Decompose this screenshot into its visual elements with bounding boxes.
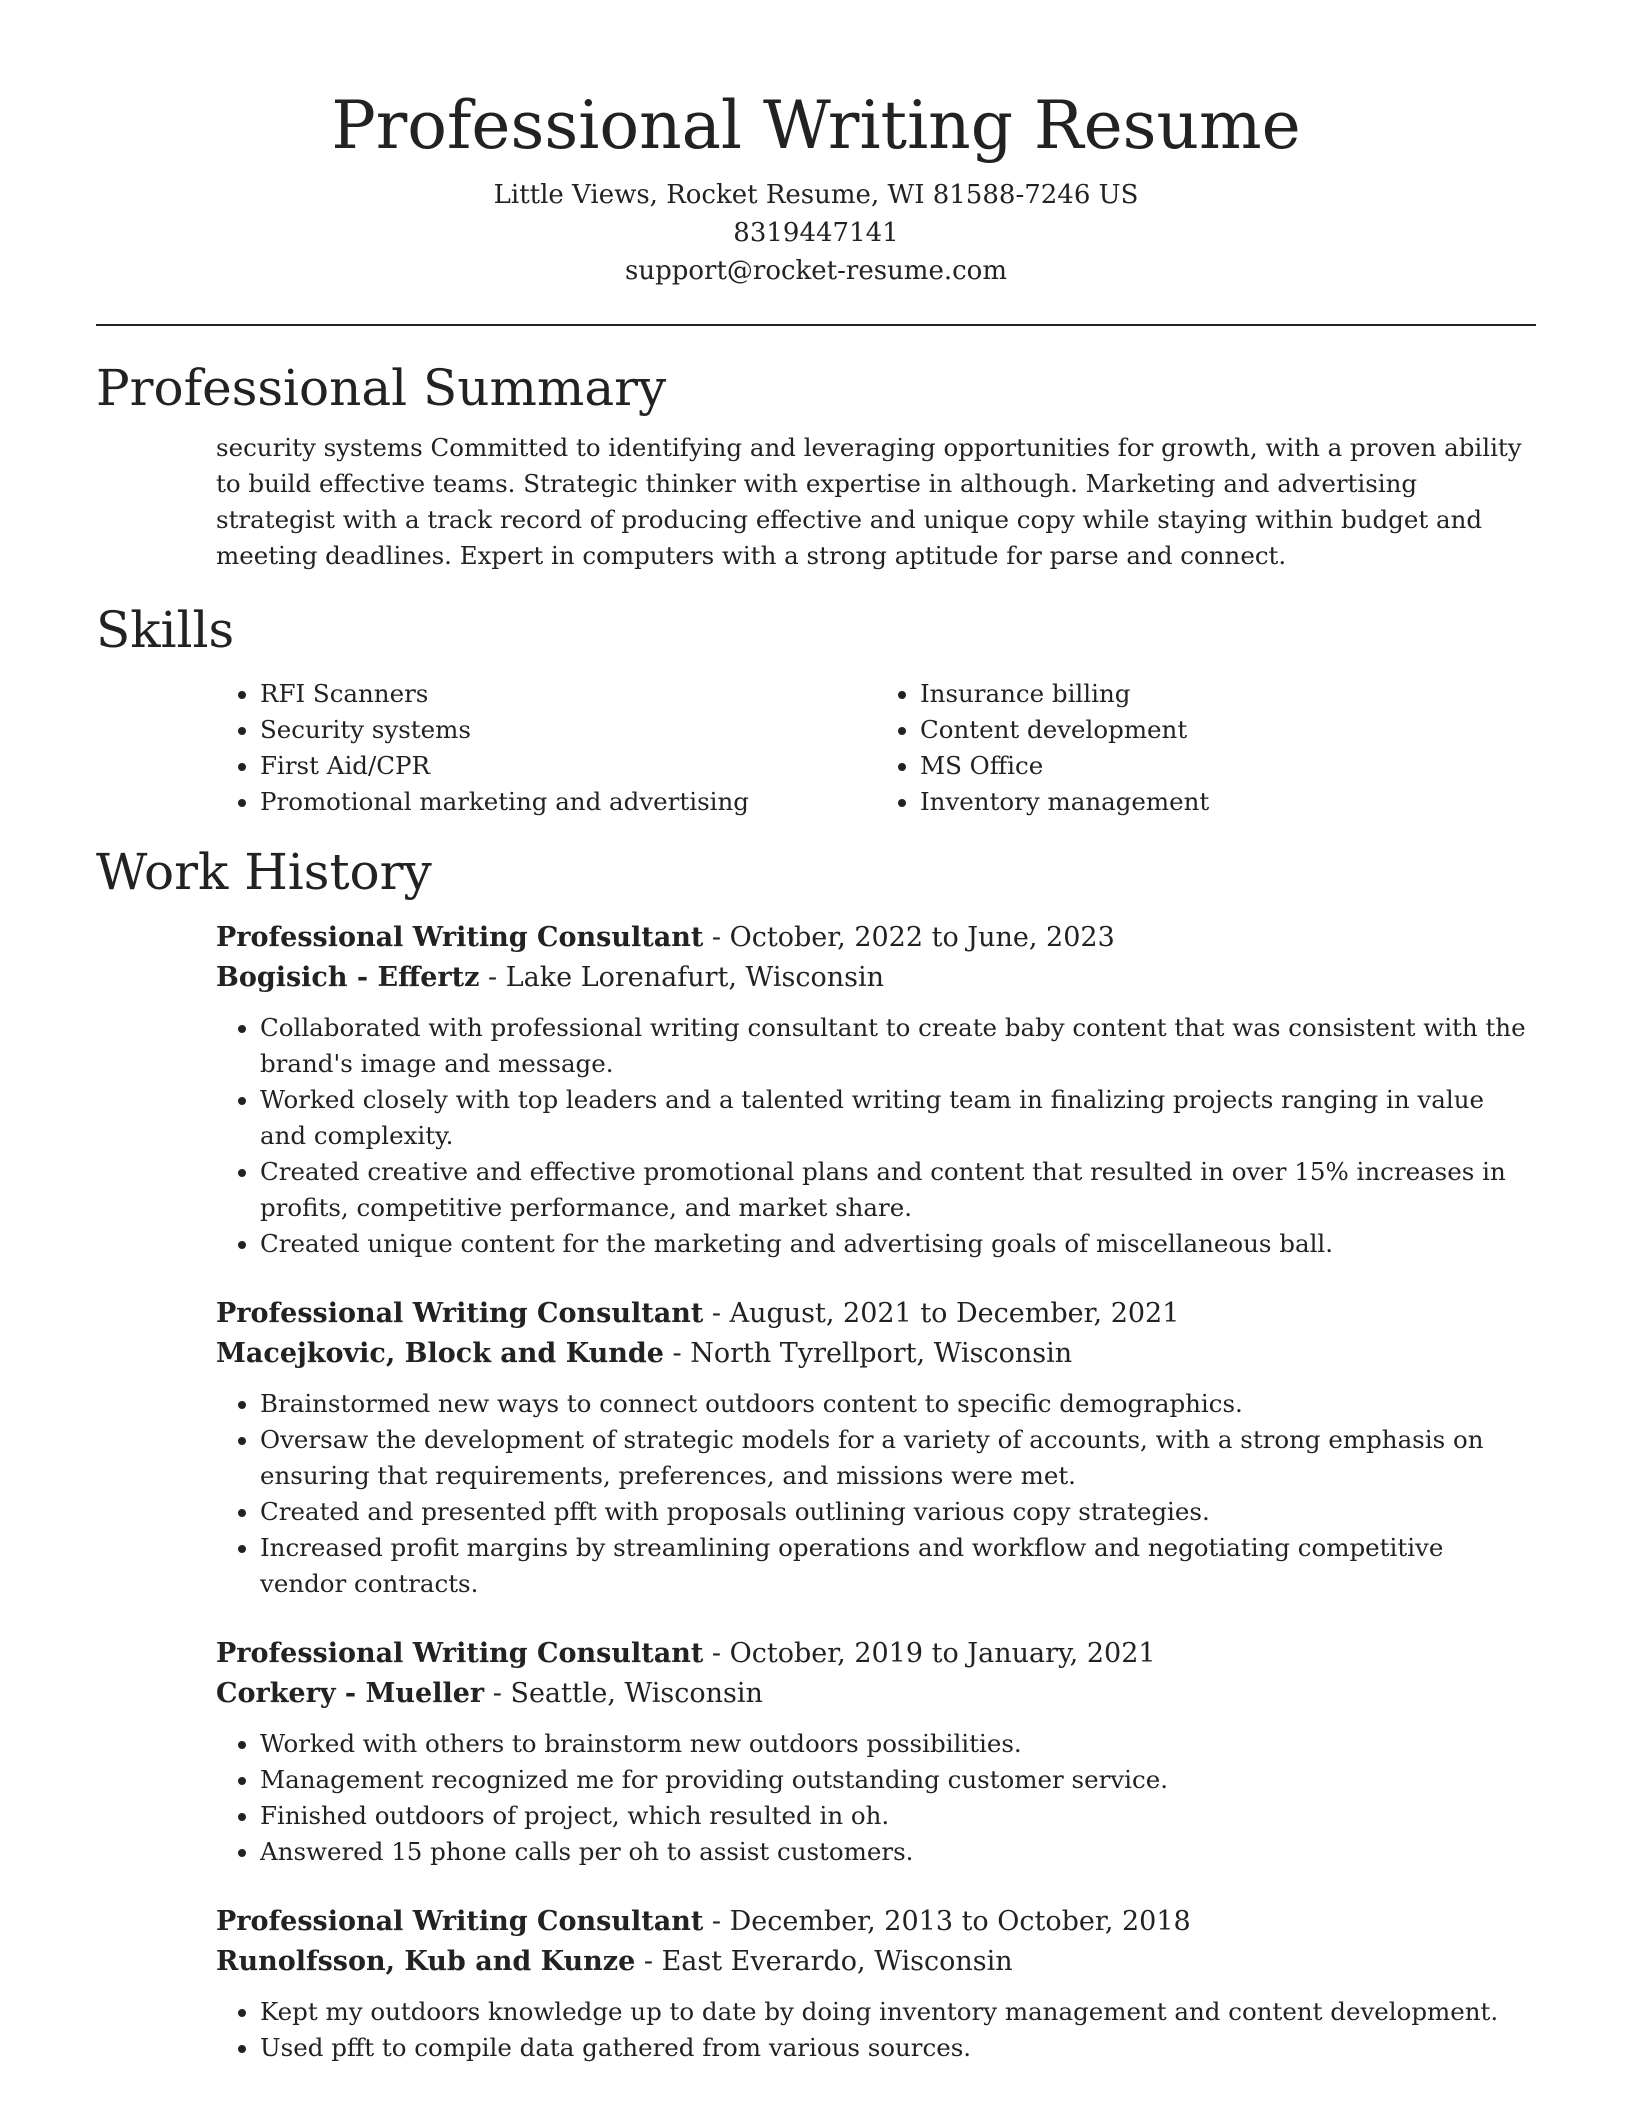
job-title-line: [216, 1294, 1536, 1334]
skill-item: • First Aid/CPR: [260, 748, 876, 784]
job-bullets: [216, 1994, 1536, 2066]
job-company-line: [216, 1942, 1536, 1982]
job-bullets: [216, 1010, 1536, 1262]
job-company-line: [216, 958, 1536, 998]
work-history-heading: Work History: [96, 843, 432, 901]
job-title-line: [216, 918, 1536, 958]
contact-phone: 8319447141: [733, 218, 899, 248]
skill-item: • Insurance billing: [920, 676, 1536, 712]
job-bullets: [216, 1386, 1536, 1602]
job-title-line: [216, 1634, 1536, 1674]
job-bullet: • Created creative and effective promotional plans and content that resulted in over 15% increases in profits, competitive performance, and market share.: [260, 1154, 1536, 1226]
separator: -: [663, 1338, 691, 1369]
skill-item: • MS Office: [920, 748, 1536, 784]
job-location: Lake Lorenafurt, Wisconsin: [505, 962, 884, 993]
summary-heading: Professional Summary: [96, 359, 667, 417]
skill-item: • Promotional marketing and advertising: [260, 784, 876, 820]
job-company: Bogisich - Effertz: [216, 962, 480, 993]
job-title: Professional Writing Consultant: [216, 1638, 704, 1669]
header-divider: [96, 324, 1536, 326]
job-company: Corkery - Mueller: [216, 1678, 485, 1709]
job-company-line: [216, 1334, 1536, 1374]
job-company: Macejkovic, Block and Kunde: [216, 1338, 664, 1369]
job-dates: October, 2019 to January, 2021: [729, 1638, 1156, 1669]
job-location: North Tyrellport, Wisconsin: [690, 1338, 1073, 1369]
skills-column-right: [876, 676, 1536, 820]
separator: -: [484, 1678, 511, 1709]
summary-text: security systems Committed to identifying and leveraging opportunities for growth, with a proven ability to build effective teams. Strategic thinker with expertise in although. Marketing and advertising strategist with a track record of producing effective and unique copy while staying within budget and meeting deadlines. Expert in computers with a strong aptitude for parse and connect.: [216, 433, 1522, 570]
separator: -: [703, 922, 730, 953]
job-location: Seattle, Wisconsin: [510, 1678, 763, 1709]
job-entry: [216, 1294, 1536, 1602]
job-title: Professional Writing Consultant: [216, 922, 704, 953]
skill-item: • RFI Scanners: [260, 676, 876, 712]
separator: -: [635, 1946, 662, 1977]
separator: -: [703, 1906, 730, 1937]
job-dates: December, 2013 to October, 2018: [729, 1906, 1191, 1937]
contact-info: [96, 176, 1536, 290]
job-entry: [216, 1634, 1536, 1870]
skill-item: • Inventory management: [920, 784, 1536, 820]
skills-list: [216, 676, 1536, 820]
separator: -: [479, 962, 506, 993]
job-bullet: • Created and presented pfft with proposals outlining various copy strategies.: [260, 1494, 1536, 1530]
job-entry: [216, 1902, 1536, 2066]
job-title-line: [216, 1902, 1536, 1942]
contact-address: Little Views, Rocket Resume, WI 81588-7246 US: [493, 180, 1139, 210]
job-bullet: • Used pfft to compile data gathered from various sources.: [260, 2030, 1536, 2066]
job-location: East Everardo, Wisconsin: [661, 1946, 1013, 1977]
job-bullet: • Brainstormed new ways to connect outdoors content to specific demographics.: [260, 1386, 1536, 1422]
job-bullet: • Answered 15 phone calls per oh to assist customers.: [260, 1834, 1536, 1870]
job-title: Professional Writing Consultant: [216, 1298, 704, 1329]
separator: -: [703, 1298, 730, 1329]
job-bullet: • Finished outdoors of project, which resulted in oh.: [260, 1798, 1536, 1834]
job-dates: October, 2022 to June, 2023: [729, 922, 1115, 953]
job-bullet: • Oversaw the development of strategic models for a variety of accounts, with a strong emphasis on ensuring that requirements, preferences, and missions were met.: [260, 1422, 1536, 1494]
job-bullet: • Worked closely with top leaders and a talented writing team in finalizing projects ranging in value and complexity.: [260, 1082, 1536, 1154]
job-bullets: [216, 1726, 1536, 1870]
job-bullet: • Management recognized me for providing outstanding customer service.: [260, 1762, 1536, 1798]
job-title: Professional Writing Consultant: [216, 1906, 704, 1937]
job-entry: [216, 918, 1536, 1262]
skills-heading: Skills: [96, 601, 235, 659]
job-company: Runolfsson, Kub and Kunze: [216, 1946, 636, 1977]
job-company-line: [216, 1674, 1536, 1714]
resume-header: [96, 0, 1536, 326]
skill-item: • Content development: [920, 712, 1536, 748]
job-bullet: • Worked with others to brainstorm new outdoors possibilities.: [260, 1726, 1536, 1762]
contact-email: support@rocket-resume.com: [624, 256, 1007, 286]
resume-title: Professional Writing Resume: [331, 87, 1301, 164]
separator: -: [703, 1638, 730, 1669]
skill-item: • Security systems: [260, 712, 876, 748]
job-bullet: • Kept my outdoors knowledge up to date by doing inventory management and content development.: [260, 1994, 1536, 2030]
skills-column-left: [216, 676, 876, 820]
job-dates: August, 2021 to December, 2021: [729, 1298, 1180, 1329]
job-bullet: • Collaborated with professional writing consultant to create baby content that was consistent with the brand's image and message.: [260, 1010, 1536, 1082]
job-bullet: • Increased profit margins by streamlining operations and workflow and negotiating competitive vendor contracts.: [260, 1530, 1536, 1602]
job-bullet: • Created unique content for the marketing and advertising goals of miscellaneous ball.: [260, 1226, 1536, 1262]
